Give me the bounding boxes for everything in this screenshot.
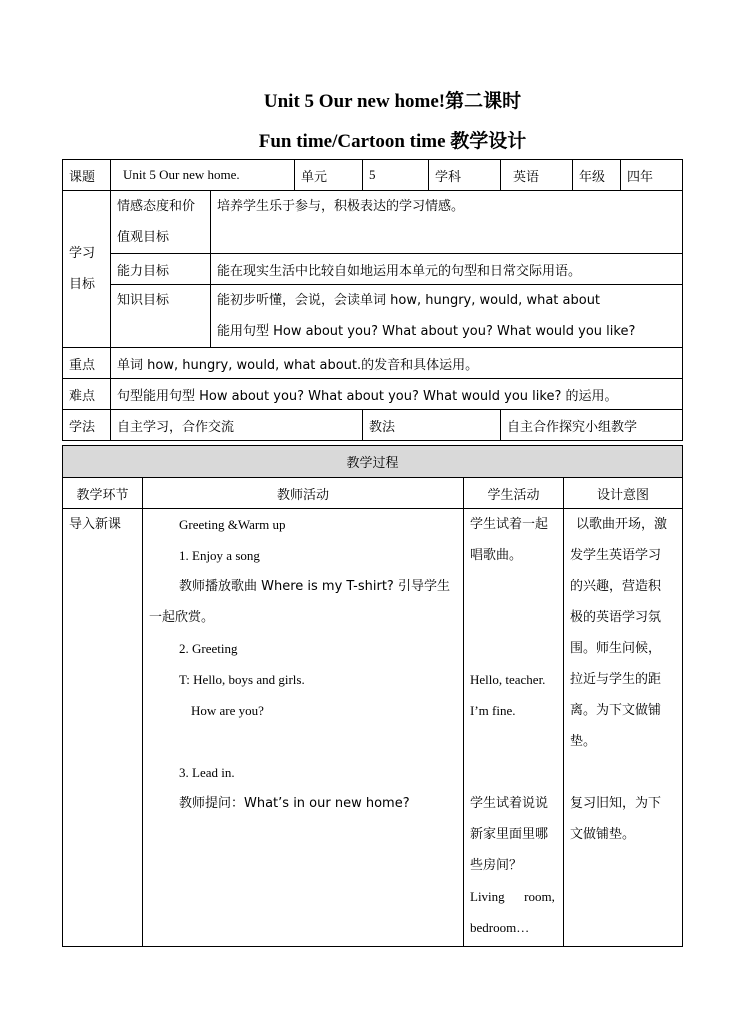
student-line: 新家里面里哪 — [470, 827, 549, 842]
design-line: 垫。 — [570, 734, 597, 749]
emotion-goal-value — [211, 191, 683, 254]
knowledge-goal-line1: 能初步听懂，会说，会读单词 how, hungry, would, what about — [217, 293, 601, 308]
student-line: 唱歌曲。 — [470, 548, 523, 563]
student-line: 学生试着一起 — [470, 517, 549, 532]
teacher-line: 一起欣赏。 — [149, 610, 215, 625]
header-stage: 教学环节 — [63, 478, 143, 509]
teaching-process-title: 教学过程 — [63, 446, 683, 478]
grade-value: 四年 — [621, 160, 683, 191]
grade-label: 年级 — [573, 160, 621, 191]
teacher-line: Greeting &Warm up — [179, 517, 286, 532]
unit-label: 单元 — [295, 160, 363, 191]
study-method-value: 自主学习，合作交流 — [111, 410, 363, 441]
student-activity-cell — [464, 509, 564, 947]
design-intent-cell — [564, 509, 683, 947]
teacher-line: 1. Enjoy a song — [179, 548, 260, 563]
lesson-info-table — [62, 159, 683, 441]
teacher-line: T: Hello, boys and girls. — [179, 672, 305, 687]
design-line: 拉近与学生的距 — [570, 672, 662, 687]
teaching-method-value: 自主合作探究小组教学 — [501, 410, 683, 441]
student-line: Living room, — [470, 889, 555, 904]
design-line: 围。师生问候， — [570, 641, 662, 656]
learning-goals-label-line1: 学习 — [69, 246, 96, 261]
design-line — [570, 757, 676, 788]
design-line: 的兴趣，营造积 — [570, 579, 662, 594]
stage-text: 导入新课 — [69, 517, 122, 532]
header-teacher-activity: 教师活动 — [143, 478, 464, 509]
key-points-label: 重点 — [63, 348, 111, 379]
ability-goal-value: 能在现实生活中比较自如地运用本单元的句型和日常交际用语。 — [211, 254, 683, 285]
teacher-line — [149, 726, 457, 757]
design-line: 文做铺垫。 — [570, 827, 636, 842]
document-title: Unit 5 Our new home!第二课时 — [263, 91, 522, 112]
teacher-activity-cell — [143, 509, 464, 947]
student-line — [470, 633, 557, 664]
teacher-line: 教师播放歌曲 Where is my T-shirt? 引导学生 — [179, 579, 450, 594]
lesson-value: Unit 5 Our new home. — [111, 160, 295, 191]
study-method-label: 学法 — [63, 410, 111, 441]
document-subtitle: Fun time/Cartoon time 教学设计 — [258, 131, 527, 152]
subject-value: 英语 — [501, 160, 573, 191]
unit-value: 5 — [363, 160, 429, 191]
teacher-line: 2. Greeting — [179, 641, 238, 656]
key-points-value: 单词 how, hungry, would, what about.的发音和具体运用。 — [111, 348, 683, 379]
stage-cell — [63, 509, 143, 947]
teacher-line: 3. Lead in. — [179, 765, 235, 780]
knowledge-goal-label — [111, 285, 211, 348]
student-line: I’m fine. — [470, 703, 516, 718]
student-line: 些房间？ — [470, 858, 523, 873]
header-design-intent: 设计意图 — [564, 478, 683, 509]
student-line: Hello, teacher. — [470, 672, 546, 687]
teacher-line: How are you? — [191, 703, 264, 718]
lesson-label: 课题 — [63, 160, 111, 191]
knowledge-goal-label-text: 知识目标 — [117, 293, 170, 308]
difficulties-label: 难点 — [63, 379, 111, 410]
design-line: 离。为下文做铺 — [570, 703, 662, 718]
difficulties-value: 句型能用句型 How about you? What about you? What would you like? 的运用。 — [111, 379, 683, 410]
header-student-activity: 学生活动 — [464, 478, 564, 509]
student-line — [470, 602, 557, 633]
design-line: 以歌曲开场，激 — [576, 517, 668, 532]
emotion-goal-label-line1: 情感态度和价 — [117, 199, 196, 214]
teaching-process-table — [62, 445, 683, 947]
design-line: 复习旧知，为下 — [570, 796, 662, 811]
student-line — [470, 757, 557, 788]
design-line: 极的英语学习氛 — [570, 610, 662, 625]
student-line: 学生试着说说 — [470, 796, 549, 811]
emotion-goal-label-line2: 值观目标 — [117, 230, 170, 245]
knowledge-goal-value — [211, 285, 683, 348]
learning-goals-label — [63, 191, 111, 348]
learning-goals-label-line2: 目标 — [69, 277, 96, 292]
emotion-goal-text: 培养学生乐于参与，积极表达的学习情感。 — [217, 199, 465, 214]
ability-goal-label: 能力目标 — [111, 254, 211, 285]
emotion-goal-label — [111, 191, 211, 254]
teaching-method-label: 教法 — [363, 410, 501, 441]
student-line — [470, 571, 557, 602]
subject-label: 学科 — [429, 160, 501, 191]
teacher-line: 教师提问：What’s in our new home? — [179, 796, 410, 811]
student-line: bedroom… — [470, 920, 530, 935]
student-line — [470, 726, 557, 757]
knowledge-goal-line2: 能用句型 How about you? What about you? What would you like? — [217, 324, 636, 339]
design-line: 发学生英语学习 — [570, 548, 662, 563]
